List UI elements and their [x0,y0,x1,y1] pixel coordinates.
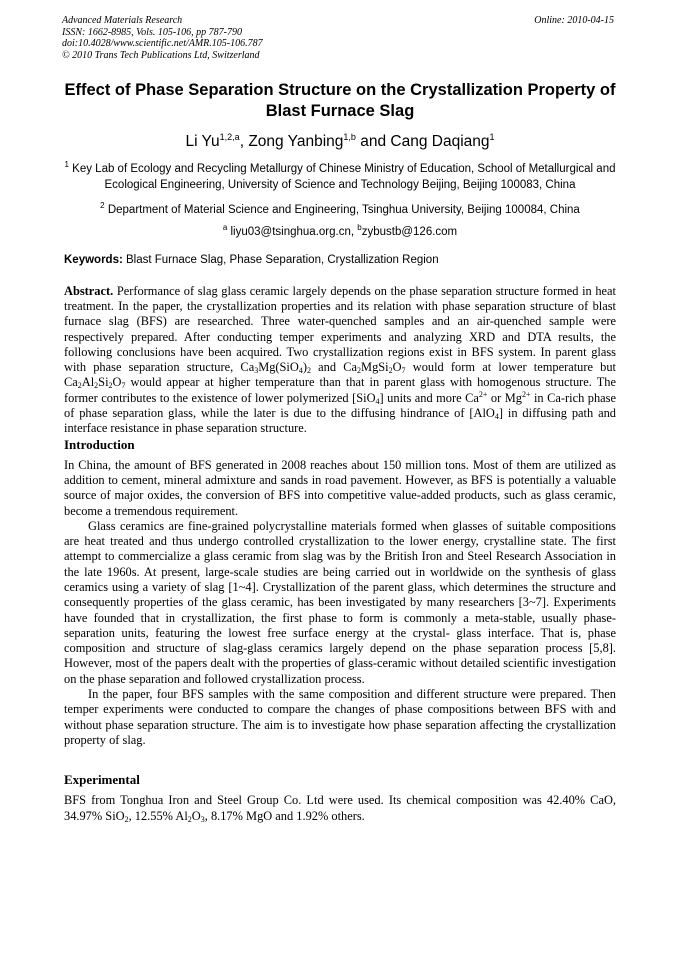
subscript: 7 [121,381,126,391]
email-sup: a [222,222,228,232]
abstract-text: MgSi [361,360,389,375]
affiliation-text: Department of Material Science and Engineering, Tsinghua University, Beijing 100084, China [107,203,580,216]
author-sup: 1,b [343,132,356,142]
subscript: 2 [108,381,113,391]
subscript: 7 [401,366,406,376]
abstract-text: Mg(SiO [258,360,299,375]
abstract-text: ] units and more Ca [379,390,479,405]
keywords-label: Keywords: [64,253,123,266]
superscript: 2+ [521,389,531,399]
author-separator: , [239,133,249,151]
email-link[interactable]: liyu03@tsinghua.org.cn, [230,225,355,238]
subscript: 3 [254,366,259,376]
intro-paragraph-2: Glass ceramics are fine-grained polycrystalline materials formed when glasses of suitable compositions are heat treated and thus undergo controlled crystallization to the lower energy, crystalline state. The first attempt to commercialize a glass ceramic from slag was by the British Iron and Steel Research Association in the late 1960s. At present, large-scale studies are being carried out in worldwide on the synthesis of glass ceramics using a variety of slag [1~4]. Crystallization of the parent glass, which determines the structure and consequently properties of the glass ceramic, has been investigated by many researchers [3~7]. Experiments have founded that in crystallization, the first phase to form is commonly a meta-stable, usually phase-separation units, featuring the lowest free surface energy at the crystal- glass interface. That is, phase composition and structure of slag-glass ceramics largely depend on the phase separation process [5,8]. However, most of the papers dealt with the properties of glass-ceramic without detailed scientific investigation on the phase separation and followed crystallization process. [64,518,616,686]
email-link[interactable]: zybustb@126.com [361,225,458,238]
abstract-text: Si [98,375,109,390]
intro-paragraph-1: In China, the amount of BFS generated in 2008 reaches about 150 million tons. Most of them are utilized as addition to cement, mineral admixture and sands in road pavement. However, as BFS is potentially a valuable source of major oxides, the conversion of BFS into competitive value-added products, such as glass ceramic, become a tremendous requirement. [64,457,616,518]
affiliation-sup: 1 [64,160,69,170]
author-sup: 1 [489,132,495,142]
experimental-text: , 8.17% MgO and 1.92% others. [204,808,365,823]
paper-body [64,80,616,824]
abstract-text: ] in diffusing path and interface resistance in phase separation structure. [64,406,616,436]
abstract-text: O [392,360,402,375]
affiliation-2 [64,198,616,218]
abstract-text: or Mg [487,390,522,405]
author-name: Zong Yanbing [248,133,344,151]
abstract-label: Abstract. [64,283,114,298]
superscript: 2+ [478,389,488,399]
abstract-text: Al [81,375,95,390]
subscript: 2 [77,381,82,391]
subscript: 2 [94,381,99,391]
subscript: 4 [375,396,380,406]
abstract [64,284,616,437]
affiliation-text: Key Lab of Ecology and Recycling Metallurgy of Chinese Ministry of Education, School of Metallurgical and Ecological Engineering, University of Science and Technology Beijing, Beijing 100083, China [72,162,616,191]
journal-header [62,15,263,61]
keywords [64,254,616,266]
affiliation-1 [64,157,616,193]
subscript: 4 [298,366,303,376]
abstract-text: and Ca [310,360,358,375]
section-heading-experimental: Experimental [64,772,140,788]
abstract-text: would appear at higher temperature than that in parent glass with homogenous structure. The former contributes to the existence of lower polymerized [SiO [64,375,616,405]
intro-paragraph-3: In the paper, four BFS samples with the same composition and different structure were prepared. Then temper experiments were conducted to compare the changes of phase compositions between BFS with and without phase separation structure. The aim is to investigate how phase separation affecting the crystallization property of slag. [64,687,616,747]
subscript: 4 [494,412,499,422]
experimental-text: , 12.55% Al [128,808,188,823]
journal-name: Advanced Materials Research [62,15,183,26]
subscript: 2 [187,814,192,824]
online-date-header [534,15,614,27]
subscript: 2 [388,366,393,376]
abstract-text: O [112,375,122,390]
keywords-text: Blast Furnace Slag, Phase Separation, Crystallization Region [126,253,439,266]
abstract-text: would form at lower temperature but Ca [64,360,616,390]
author-separator: and [355,133,391,151]
experimental-paragraph [64,793,616,824]
issn-line: ISSN: 1662-8985, Vols. 105-106, pp 787-790 [62,26,242,38]
section-heading-introduction: Introduction [64,436,135,452]
affiliation-sup: 2 [100,200,105,210]
experimental-text: BFS from Tonghua Iron and Steel Group Co. Ltd were used. Its chemical composition was 42.40% CaO, 34.97% SiO [64,793,616,823]
paper-title: Effect of Phase Separation Structure on the Crystallization Property of Blast Furnace Slag [64,81,616,120]
subscript: 2 [357,366,362,376]
subscript: 2 [124,814,129,824]
online-date: Online: 2010-04-15 [534,15,614,26]
copyright-line: © 2010 Trans Tech Publications Ltd, Switzerland [62,49,260,61]
author-name: Cang Daqiang [390,133,490,151]
author-line [64,132,616,151]
abstract-text: ) [302,360,307,375]
doi-line[interactable]: doi:10.4028/www.scientific.net/AMR.105-106.787 [62,38,263,49]
abstract-text: in Ca-rich phase of phase separation glass, while the later is due to the diffusing hindrance of [AlO [64,390,616,421]
author-name: Li Yu [185,133,220,151]
abstract-text: Performance of slag glass ceramic largely depends on the phase separation structure formed in heat treatment. In the paper, the crystallization properties and its relation with phase separation structure of blast furnace slag (BFS) are researched. Three water-quenched samples and an air-quenched sample were respectively prepared. After conducting temper experiments and analyzing XRD and DTA results, the following conclusions have been acquired. Two crystallization regions exist in BFS system. In parent glass with phase separation structure, Ca [64,283,616,375]
subscript: 3 [200,814,205,824]
author-sup: 1,2,a [219,132,240,142]
email-sup: b [357,222,362,232]
subscript: 2 [306,366,311,376]
experimental-text: O [191,808,201,823]
email-line [64,223,616,238]
